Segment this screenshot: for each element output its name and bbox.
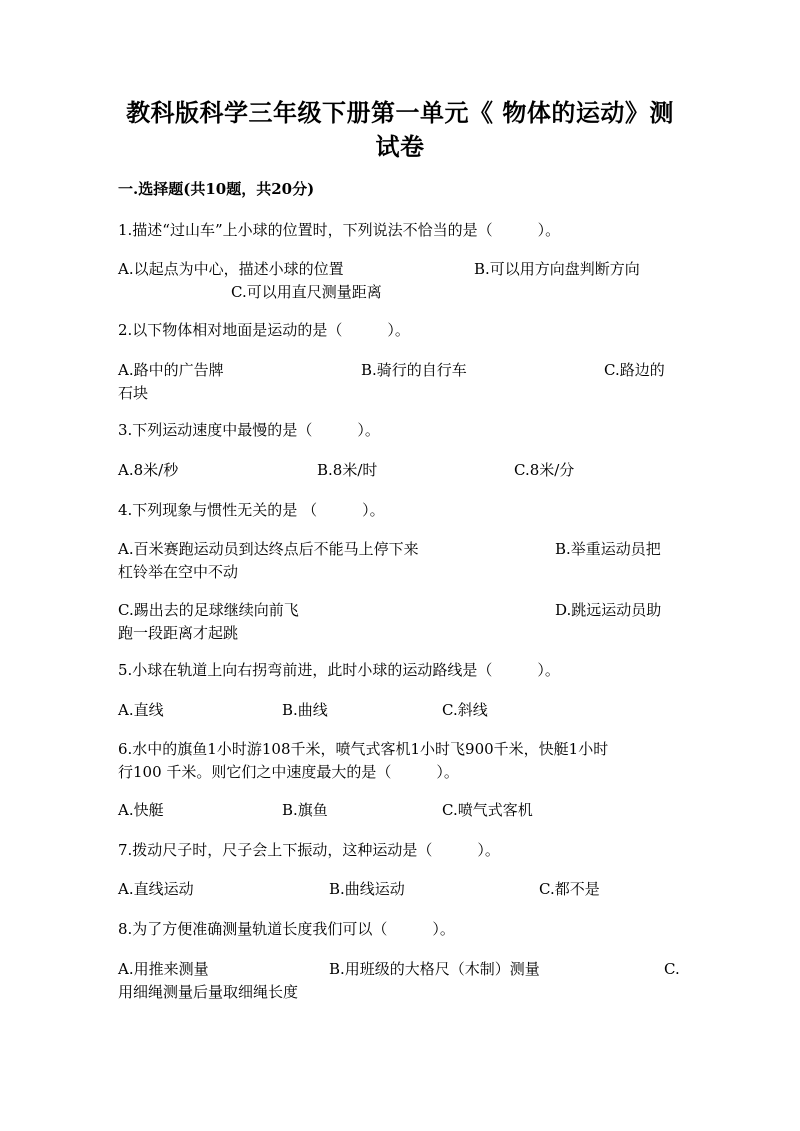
question-5-stem: 5.小球在轨道上向右拐弯前进，此时小球的运动路线是（ ）。 xyxy=(118,661,560,679)
question-3-option-c: C.8米/分 xyxy=(514,461,575,479)
question-8-option-a: A.用推来测量 xyxy=(118,960,209,978)
question-6-option-c: C.喷气式客机 xyxy=(442,801,533,819)
page-title xyxy=(118,96,682,164)
question-2-option-a: A.路中的广告牌 xyxy=(118,361,224,379)
question-6-stem-line-1: 6.水中的旗鱼1小时游108千米，喷气式客机1小时飞900千米，快艇1小时 xyxy=(118,740,609,758)
question-7-option-a: A.直线运动 xyxy=(118,880,194,898)
question-2-option-c: C.路边的 xyxy=(604,361,665,379)
question-2-option-c-wrap: 石块 xyxy=(118,384,149,402)
title-line-2: 试卷 xyxy=(375,132,425,161)
question-4-option-b-wrap: 杠铃举在空中不动 xyxy=(118,563,239,581)
question-4-stem: 4.下列现象与惯性无关的是 （ ）。 xyxy=(118,501,385,519)
question-1-option-b: B.可以用方向盘判断方向 xyxy=(474,260,640,278)
question-8-option-c-wrap: 用细绳测量后量取细绳长度 xyxy=(118,983,299,1001)
question-5-option-c: C.斜线 xyxy=(442,701,488,719)
question-2-stem: 2.以下物体相对地面是运动的是（ ）。 xyxy=(118,321,410,339)
question-4-option-d: D.跳远运动员助 xyxy=(555,601,662,619)
question-8-stem: 8.为了方便准确测量轨道长度我们可以（ ）。 xyxy=(118,920,455,938)
question-6-stem-line-2: 行100 千米。则它们之中速度最大的是（ ）。 xyxy=(118,763,459,781)
question-7-option-c: C.都不是 xyxy=(539,880,600,898)
question-5-option-a: A.直线 xyxy=(118,701,164,719)
question-5-option-b: B.曲线 xyxy=(282,701,328,719)
question-4-option-c: C.踢出去的足球继续向前飞 xyxy=(118,601,299,619)
question-7-stem: 7.拨动尺子时，尺子会上下振动，这种运动是（ ）。 xyxy=(118,841,500,859)
title-line-1: 教科版科学三年级下册第一单元《 物体的运动》测 xyxy=(126,98,674,127)
question-4-option-b: B.举重运动员把 xyxy=(555,540,661,558)
question-8-option-c: C. xyxy=(664,960,680,978)
question-4-option-a: A.百米赛跑运动员到达终点后不能马上停下来 xyxy=(118,540,419,558)
question-1-stem: 1.描述“过山车”上小球的位置时，下列说法不恰当的是（ ）。 xyxy=(118,221,561,239)
question-6-option-a: A.快艇 xyxy=(118,801,164,819)
question-7-option-b: B.曲线运动 xyxy=(329,880,405,898)
question-6-option-b: B.旗鱼 xyxy=(282,801,328,819)
question-1-option-a: A.以起点为中心，描述小球的位置 xyxy=(118,260,344,278)
section-heading: 一.选择题(共10题，共20分) xyxy=(118,180,315,198)
question-3-option-b: B.8米/时 xyxy=(317,461,378,479)
question-3-stem: 3.下列运动速度中最慢的是（ ）。 xyxy=(118,421,380,439)
question-3-option-a: A.8米/秒 xyxy=(118,461,179,479)
question-4-option-d-wrap: 跑一段距离才起跳 xyxy=(118,624,239,642)
question-8-option-b: B.用班级的大格尺（木制）测量 xyxy=(329,960,540,978)
question-1-option-c: C.可以用直尺测量距离 xyxy=(231,283,382,301)
question-2-option-b: B.骑行的自行车 xyxy=(361,361,467,379)
